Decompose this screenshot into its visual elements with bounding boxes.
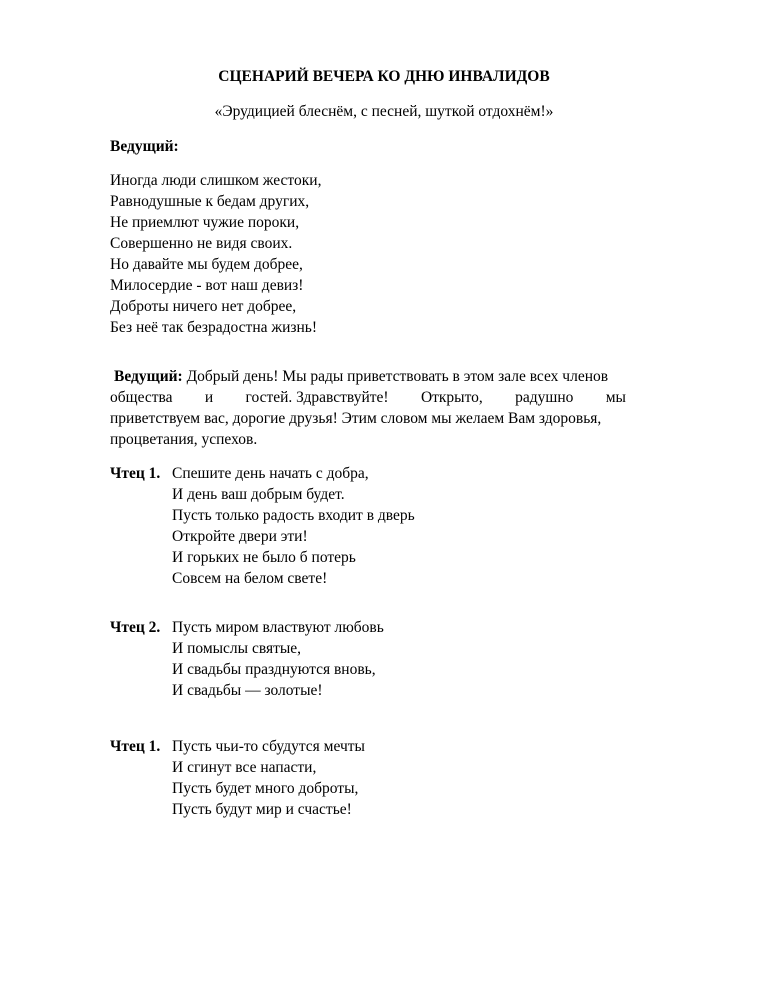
reader-label: Чтец 2. [110, 619, 161, 636]
poem-line: Пусть чьи-то сбудутся мечты [172, 738, 365, 755]
reader-label: Чтец 1. [110, 738, 161, 755]
poem-line: И сгинут все напасти, [172, 759, 317, 776]
poem-line: Пусть будут мир и счастье! [172, 801, 352, 818]
page-title: СЦЕНАРИЙ ВЕЧЕРА КО ДНЮ ИНВАЛИДОВ [218, 68, 550, 85]
poem-line: Без неё так безрадостна жизнь! [110, 319, 318, 336]
greeting-text: процветания, успехов. [110, 431, 258, 448]
reader-lines [172, 463, 415, 589]
poem-line: И день ваш добрым будет. [172, 486, 345, 503]
poem-line: Откройте двери эти! [172, 528, 308, 545]
reader-block [110, 617, 384, 701]
greeting-line [110, 429, 700, 450]
poem-line: Доброты ничего нет добрее, [110, 298, 297, 315]
greeting-word: мы [605, 389, 626, 406]
poem-line: Пусть будет много доброты, [172, 780, 359, 797]
poem-line: Но давайте мы будем добрее, [110, 256, 303, 273]
greeting-word: общества [110, 389, 173, 406]
poem-line: Пусть миром властвуют любовь [172, 619, 384, 636]
intro-block [110, 136, 179, 157]
poem-line: Спешите день начать с добра, [172, 465, 369, 482]
greeting-line [110, 408, 700, 429]
greeting-text: Добрый день! Мы рады приветствовать в этом зале всех членов [186, 368, 609, 385]
greeting-speaker-label: Ведущий: [114, 368, 183, 385]
reader-block [110, 463, 415, 589]
greeting-word: гостей. Здравствуйте! [245, 389, 389, 406]
intro-speaker-label: Ведущий: [110, 138, 179, 155]
page-subtitle: «Эрудицией блеснём, с песней, шуткой отдохнём!» [214, 103, 554, 120]
greeting-word: Открыто, [420, 389, 483, 406]
intro-poem [110, 170, 321, 338]
poem-line: Иногда люди слишком жестоки, [110, 172, 322, 189]
greeting-word: радушно [515, 389, 574, 406]
poem-line: Пусть только радость входит в дверь [172, 507, 415, 524]
poem-line: И помыслы святые, [172, 640, 302, 657]
poem-line: Равнодушные к бедам других, [110, 193, 310, 210]
reader-label: Чтец 1. [110, 465, 161, 482]
greeting-paragraph [110, 366, 700, 450]
poem-line: Совершенно не видя своих. [110, 235, 293, 252]
poem-line: И горьких не было б потерь [172, 549, 356, 566]
reader-lines [172, 736, 365, 820]
greeting-line [110, 366, 700, 387]
poem-line: И свадьбы празднуются вновь, [172, 661, 376, 678]
greeting-word: и [204, 389, 214, 406]
poem-line: Милосердие - вот наш девиз! [110, 277, 304, 294]
poem-line: Совсем на белом свете! [172, 570, 328, 587]
poem-line: Не приемлют чужие пороки, [110, 214, 300, 231]
greeting-line [110, 387, 626, 408]
poem-line: И свадьбы — золотые! [172, 682, 323, 699]
reader-block [110, 736, 365, 820]
reader-lines [172, 617, 384, 701]
greeting-text: приветствуем вас, дорогие друзья! Этим словом мы желаем Вам здоровья, [110, 410, 602, 427]
